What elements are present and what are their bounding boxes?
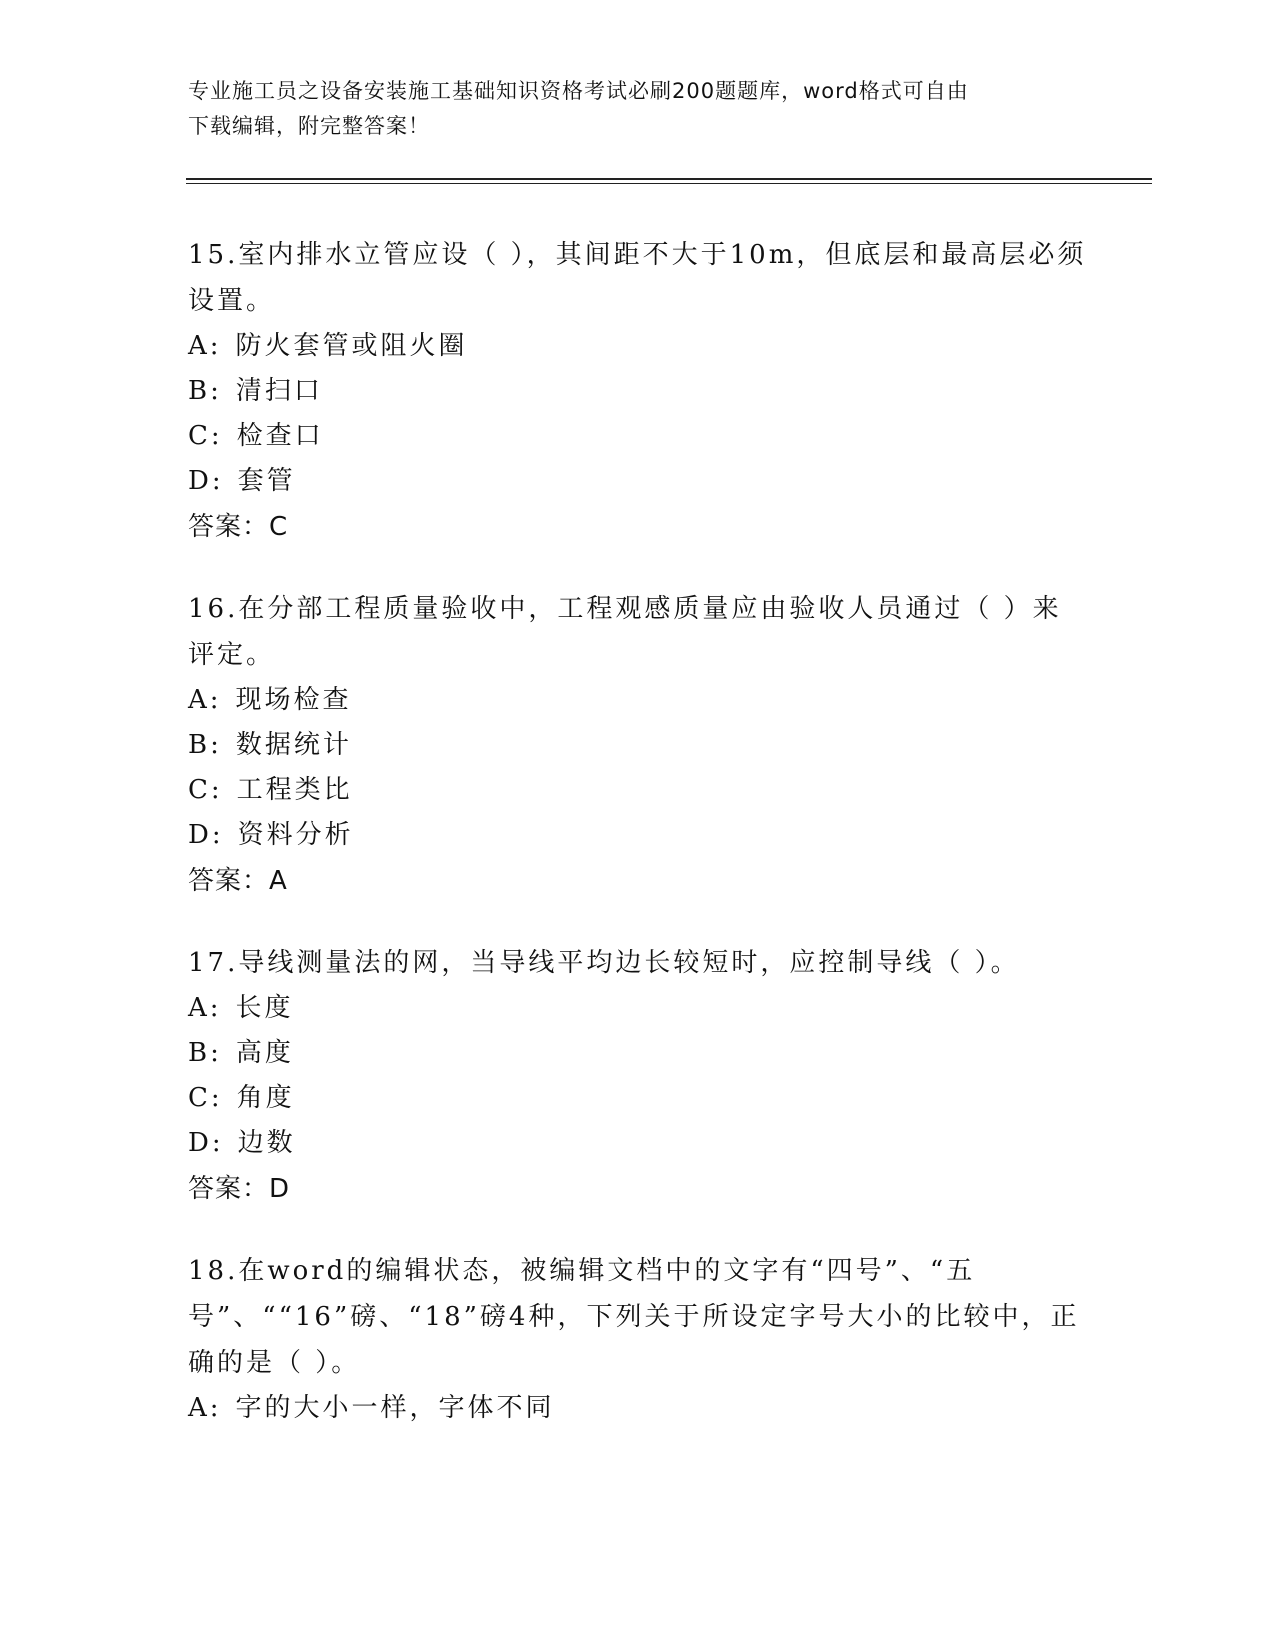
option-letter: C: [188,421,223,451]
option-letter: B: [188,730,222,760]
document-header [188,74,1068,144]
option-a [188,678,1088,723]
option-c [188,768,1088,813]
option-d [188,1121,1088,1166]
option-a [188,1386,1088,1431]
option-letter: A: [188,685,222,715]
option-text: 现场检查 [235,685,352,715]
option-text: 检查口 [236,421,324,451]
option-text: 数据统计 [235,730,352,760]
option-text: 工程类比 [236,775,353,805]
question-text: 18.在word的编辑状态，被编辑文档中的文字有“四号”、“五号”、““16”磅、“18”磅4种，下列关于所设定字号大小的比较中，正确的是（ ）。 [188,1256,1080,1378]
option-letter: A: [188,1393,222,1423]
option-text: 资料分析 [237,820,354,850]
question-list [188,232,1088,1467]
option-letter: A: [188,331,222,361]
option-c [188,1076,1088,1121]
answer-label: 答案：C [188,512,289,542]
header-divider-thin [186,183,1152,184]
option-text: 角度 [236,1083,295,1113]
option-b [188,723,1088,768]
header-divider-thick [186,178,1152,180]
option-b [188,369,1088,414]
option-text: 套管 [237,466,296,496]
option-letter: B: [188,376,222,406]
option-letter: D: [188,466,224,496]
question-text: 16.在分部工程质量验收中，工程观感质量应由验收人员通过（ ）来评定。 [188,594,1062,670]
question-17 [188,940,1088,1212]
option-letter: C: [188,1083,223,1113]
answer-label: 答案：D [188,1174,291,1204]
option-letter: A: [188,993,222,1023]
option-c [188,414,1088,459]
option-text: 边数 [237,1128,296,1158]
question-15 [188,232,1088,550]
option-letter: D: [188,1128,224,1158]
option-text: 高度 [235,1038,294,1068]
option-letter: B: [188,1038,222,1068]
question-16 [188,586,1088,904]
question-18 [188,1248,1088,1431]
question-text: 17.导线测量法的网，当导线平均边长较短时，应控制导线（ ）。 [188,948,1020,978]
option-text: 防火套管或阻火圈 [235,331,468,361]
question-text: 15.室内排水立管应设（ ），其间距不大于10m，但底层和最高层必须设置。 [188,240,1087,316]
option-text: 清扫口 [235,376,323,406]
option-b [188,1031,1088,1076]
option-d [188,459,1088,504]
option-letter: D: [188,820,224,850]
header-line-2: 下载编辑，附完整答案！ [188,114,430,138]
option-text: 字的大小一样，字体不同 [235,1393,555,1423]
answer-label: 答案：A [188,866,288,896]
option-a [188,324,1088,369]
option-text: 长度 [235,993,294,1023]
option-letter: C: [188,775,223,805]
header-line-1: 专业施工员之设备安装施工基础知识资格考试必刷200题题库，word格式可自由 [188,79,969,103]
option-a [188,986,1088,1031]
option-d [188,813,1088,858]
